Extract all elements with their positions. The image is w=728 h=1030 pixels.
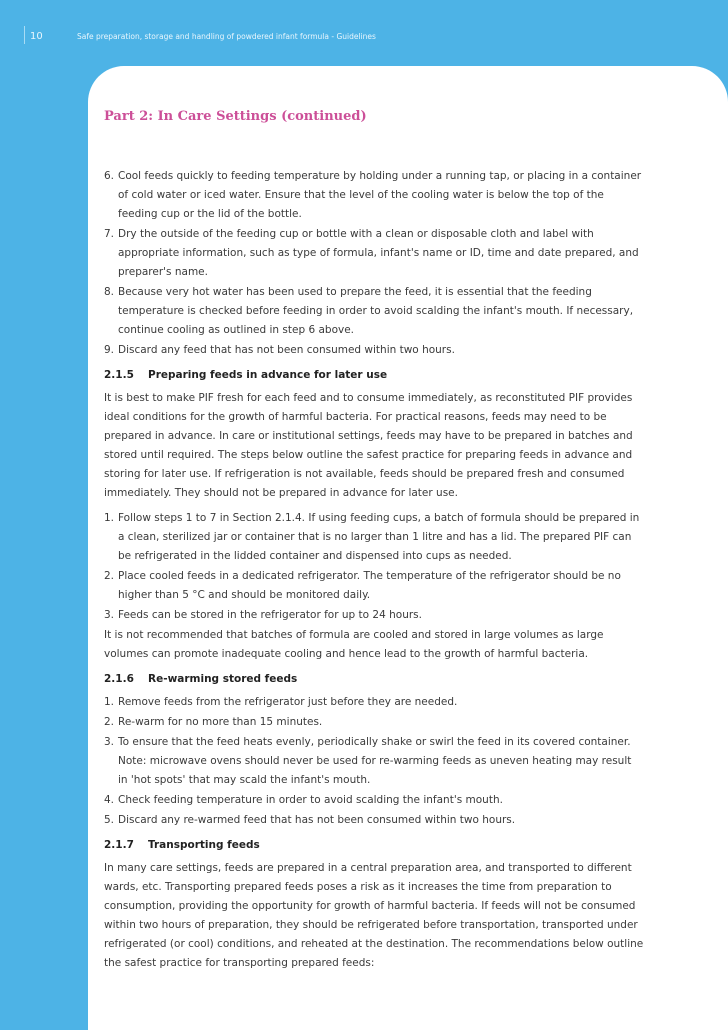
item-number: 2. [104,570,115,582]
section-number: 2.1.7 [104,839,134,851]
section-number: 2.1.5 [104,369,134,381]
item-number: 1. [104,512,115,524]
section-paragraph: In many care settings, feeds are prepared in a central preparation area, and transported to different wards, etc. Transporting prepared feeds poses a risk as it increases the time from preparation to consumption, providing the opportunity for growth of harmful bacteria. If feeds will not be consumed within two hours of preparation, they should be refrigerated before transportation, transported under refrigerated (or cool) conditions, and reheated at the destination. The recommendations below outline the safest practice for transporting prepared feeds: [104,862,644,969]
section-number: 2.1.6 [104,673,134,685]
list-item [104,509,644,566]
item-text: Discard any re-warmed feed that has not been consumed within two hours. [118,814,516,826]
header-divider [24,26,25,44]
page-number: 10 [30,31,43,42]
section-heading-2-1-5 [104,366,644,385]
list-item [104,713,644,732]
item-text: Check feeding temperature in order to avoid scalding the infant's mouth. [118,794,503,806]
document-title: Safe preparation, storage and handling of powdered infant formula - Guidelines [77,32,376,41]
item-number: 7. [104,228,115,240]
section-paragraph: It is not recommended that batches of formula are cooled and stored in large volumes as large volumes can promote inadequate cooling and hence lead to the growth of harmful bacteria. [104,629,604,660]
list-item [104,811,644,830]
list-item [104,225,644,282]
list-item [104,341,644,360]
item-number: 4. [104,794,115,806]
item-text: Place cooled feeds in a dedicated refrigerator. The temperature of the refrigerator should be no higher than 5 °C and should be monitored daily. [118,570,621,601]
item-number: 6. [104,170,115,182]
item-number: 5. [104,814,115,826]
item-text: Discard any feed that has not been consumed within two hours. [118,344,455,356]
item-text: Cool feeds quickly to feeding temperature by holding under a running tap, or placing in a container of cold water or iced water. Ensure that the level of the cooling water is below the top of the feeding cup or the lid of the bottle. [118,170,642,220]
item-text: Dry the outside of the feeding cup or bottle with a clean or disposable cloth and label with appropriate information, such as type of formula, infant's name or ID, time and date prepared, and preparer's name. [118,228,639,278]
item-text: Remove feeds from the refrigerator just before they are needed. [118,696,458,708]
body-content [104,167,644,979]
section-title: Preparing feeds in advance for later use [148,369,388,381]
section-title: Transporting feeds [148,839,260,851]
item-text: To ensure that the feed heats evenly, periodically shake or swirl the feed in its covered container. Note: microwave ovens should never be used for re-warming feeds as uneven heating may result in 'hot spots' that may scald the infant's mouth. [118,736,632,786]
item-number: 1. [104,696,115,708]
list-item [104,733,644,790]
item-number: 9. [104,344,115,356]
item-number: 3. [104,736,115,748]
section-heading-2-1-6 [104,670,644,689]
item-number: 2. [104,716,115,728]
list-item [104,693,644,712]
item-number: 3. [104,609,115,621]
item-number: 8. [104,286,115,298]
item-text: Follow steps 1 to 7 in Section 2.1.4. If using feeding cups, a batch of formula should be prepared in a clean, sterilized jar or container that is no larger than 1 litre and has a lid. The prepared PIF can be refrigerated in the lidded container and dispensed into cups as needed. [118,512,640,562]
item-text: Feeds can be stored in the refrigerator for up to 24 hours. [118,609,422,621]
list-item [104,167,644,224]
list-item [104,567,644,605]
page-header [0,0,728,70]
part-title: Part 2: In Care Settings (continued) [104,109,367,124]
section-heading-2-1-7 [104,836,644,855]
list-item [104,791,644,810]
list-item [104,606,644,625]
list-item [104,283,644,340]
section-paragraph: It is best to make PIF fresh for each feed and to consume immediately, as reconstituted PIF provides ideal conditions for the growth of harmful bacteria. For practical reasons, feeds may need to be prepared in advance. In care or institutional settings, feeds may have to be prepared in batches and stored until required. The steps below outline the safest practice for preparing feeds in advance and storing for later use. If refrigeration is not available, feeds should be prepared fresh and consumed immediately. They should not be prepared in advance for later use. [104,392,633,499]
item-text: Re-warm for no more than 15 minutes. [118,716,323,728]
section-title: Re-warming stored feeds [148,673,298,685]
item-text: Because very hot water has been used to prepare the feed, it is essential that the feeding temperature is checked before feeding in order to avoid scalding the infant's mouth. If necessary, continue cooling as outlined in step 6 above. [118,286,634,336]
